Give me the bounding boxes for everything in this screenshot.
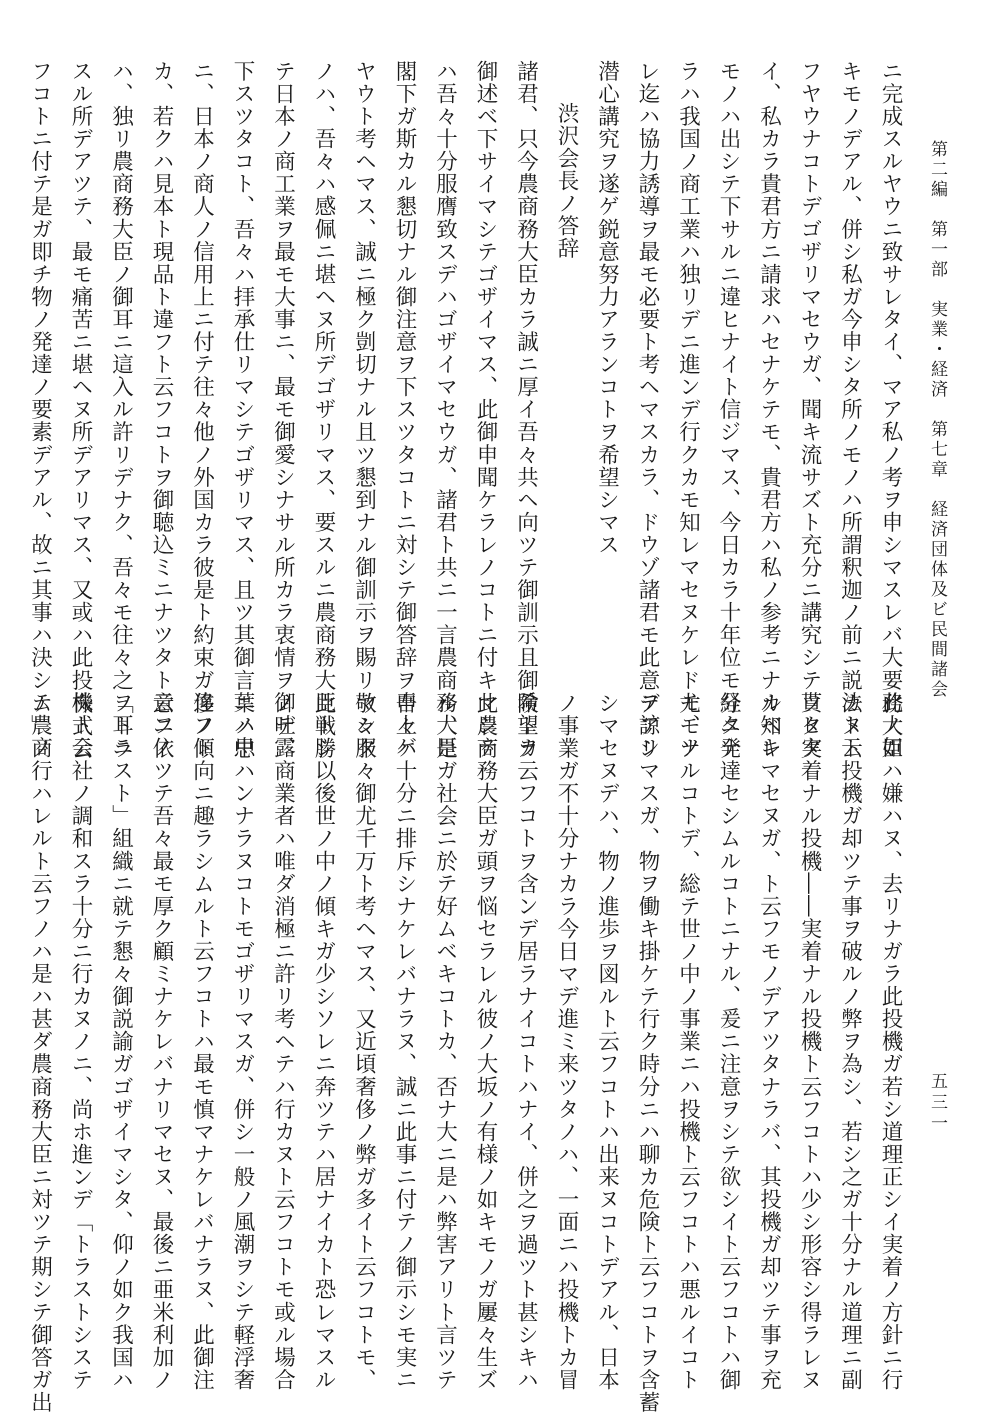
text-column: 侈ノ傾向ニ趣ラシムルト云フコトハ最モ慎マナケレバナラヌ、此御注 [189, 692, 215, 1392]
page-number: 五三一 [927, 1072, 947, 1135]
lower-text-block [27, 692, 910, 1414]
text-column: シマセヌデハ、物ノ進歩ヲ図ルト云フコトハ出来ヌコトデアル、日本 [594, 692, 620, 1392]
text-column: 吾々ハ十分ニ排斥シナケレバナラヌ、誠ニ此事ニ付テノ御示シモ実ニ [392, 692, 417, 1392]
text-column: ニハ思ハンナラヌコトモゴザリマスガ、併シ一般ノ風潮ヲシテ軽浮奢 [230, 692, 255, 1392]
upper-text-block [27, 60, 910, 760]
text-column: テ日本ノ商工業ヲ最モ大事ニ、最モ御愛シナサル所カラ衷情ヲ御吐露 [270, 60, 296, 760]
text-column: ノデ、商業者ハ唯ダ消極ニ許リ考ヘテハ行カヌト云フコトモ或ル場合 [270, 692, 296, 1392]
text-column: スル所デアツテ、最モ痛苦ニ堪ヘヌ所デアリマス、又或ハ此投機ト云 [68, 60, 93, 760]
text-column: ハ吾々十分服膺致スデハゴザイマセウガ、諸君ト共ニ一言農商務大臣 [432, 60, 458, 760]
text-column: ニ、日本ノ商人ノ信用上ニ付テ往々他ノ外国カラ彼是ト約束ガ違フト [189, 60, 215, 760]
text-column: モノハ出シテ下サルニ違ヒナイト信ジマス、今日カラ十年位モ経タナ [716, 60, 741, 760]
text-column: ノ事業ガ不十分ナカラ今日マデ進ミ来ツタノハ、一面ニハ投機トカ冒 [554, 692, 579, 1392]
text-column: 「トラスト」組織ニ就テ懇々御説諭ガゴザイマシタ、仰ノ如ク我国ハ [108, 692, 134, 1392]
section-heading: 渋沢会長ノ答辞 [554, 102, 579, 260]
text-column: ツタ実着ナル投機――実着ナル投機ト云フコトハ少シ形容シ得ラレヌ [797, 692, 822, 1392]
text-column: ハ、独リ農商務大臣ノ御耳ニ這入ル許リデナク、吾々モ往々之ヲ耳ニ [108, 60, 134, 760]
text-column: 敬々服々御尤千万ト考ヘマス、又近頃奢侈ノ弊ガ多イト云フコトモ、 [351, 692, 377, 1392]
text-column: フヤウナコトデゴザリマセウガ、聞キ流サズト充分ニ講究シテ貰ヒタ [797, 60, 822, 760]
text-column: 下スツタコト、吾々ハ拝承仕リマシテゴザリマス、且ツ其御言葉ノ中 [230, 60, 255, 760]
text-column: ム」ノ行ハレルト云フノハ是ハ甚ダ農商務大臣ニ対ツテ期シテ御答ガ出 [27, 692, 53, 1414]
running-head: 第二編 第一部 実業・経済 第七章 経済団体及ビ民間諸会 [927, 140, 947, 700]
text-column: 諸君、只今農商務大臣カラ誠ニ厚イ吾々共ヘ向ツテ御訓示且御希望ヲ [513, 60, 539, 760]
text-column: カ知レマセヌガ、ト云フモノデアツタナラバ、其投機ガ却ツテ事ヲ充 [756, 692, 782, 1392]
text-column: 尤モナルコトデ、総テ世ノ中ノ事業ニハ投機ト云フコトハ悪ルイコト [675, 692, 701, 1392]
text-column: 此戦勝以後世ノ中ノ傾キガ少シソレニ奔ツテハ居ナイカト恐レマスル [311, 692, 336, 1392]
text-column: 御述ベ下サイマシテゴザイマス、此御申聞ケラレノコトニ付キマシテ [473, 60, 498, 760]
text-column: 務大臣ハ嫌ハヌ、去リナガラ此投機ガ若シ道理正シイ実着ノ方針ニ行 [878, 692, 903, 1392]
text-column: レ迄ハ協力誘導ヲ最モ必要ト考ヘマスカラ、ドウゾ諸君モ此意ヲ諒シ [635, 60, 660, 760]
text-column: カ、若クハ見本ト現品ト違フト云フコトヲ御聴込ミニナツタト云フノ [149, 60, 174, 760]
text-column: ル、是ガ社会ニ於テ好ムベキコトカ、否ナ大ニ是ハ弊害アリト言ツテ [432, 692, 458, 1392]
text-column: 此農商務大臣ガ頭ヲ悩セラレル彼ノ大坂ノ有様ノ如キモノガ屢々生ズ [473, 692, 498, 1392]
text-column: イ、私カラ貴君方ニ請求ハセナケテモ、貴君方ハ私ノ参考ニナルベキ [756, 60, 782, 760]
text-column: 潜心講究ヲ遂ゲ鋭意努力アランコトヲ希望シマス [594, 60, 620, 557]
text-column: ラハ我国ノ商工業ハ独リデニ進ンデ行クカモ知レマセヌケレドモ、ソ [675, 60, 701, 760]
text-column: 株式会社ノ調和スラ十分ニ行カヌノニ、尚ホ進ンデ「トラストシステ [68, 692, 93, 1392]
text-column: ヤウト考ヘマス、誠ニ極ク剴切ナル且ツ懇到ナル御訓示ヲ賜リマシタ [351, 60, 377, 760]
text-column: ニ完成スルヤウニ致サレタイ、マア私ノ考ヲ申シマスレバ大要此ノ如 [878, 60, 903, 760]
text-column: カヌト投機ガ却ツテ事ヲ破ルノ弊ヲ為シ、若シ之ガ十分ナル道理ニ副 [837, 692, 863, 1392]
text-column: キモノデアル、併シ私ガ今申シタ所ノモノハ所謂釈迦ノ前ニ説法ト云 [837, 60, 863, 760]
text-column: ノハ、吾々ハ感佩ニ堪ヘヌ所デゴザリマス、要スルニ農商務大臣トシ [311, 60, 336, 760]
text-column: デアリマスガ、物ヲ働キ掛ケテ行ク時分ニハ聊カ危険ト云フコトヲ含蓄 [635, 692, 660, 1414]
text-column: フコトニ付テ是ガ即チ物ノ発達ノ要素デアル、故ニ其事ハ決シテ農商 [27, 60, 53, 760]
text-column: 閣下ガ斯カル懇切ナル御注意ヲ下スツタコトニ対シテ御答辞ヲ申上ゲ [392, 60, 417, 760]
text-column: 意ニ依ツテ吾々最モ厚ク顧ミナケレバナリマセヌ、最後ニ亜米利加ノ [149, 692, 174, 1392]
text-column: 分ニ発達セシムルコトニナル、爰ニ注意ヲシテ欲シイト云フコトハ御 [716, 692, 741, 1392]
text-column: 険トカ云フコトヲ含ンデ居ラナイコトハナイ、併之ヲ過ツト甚シキハ [513, 692, 539, 1392]
